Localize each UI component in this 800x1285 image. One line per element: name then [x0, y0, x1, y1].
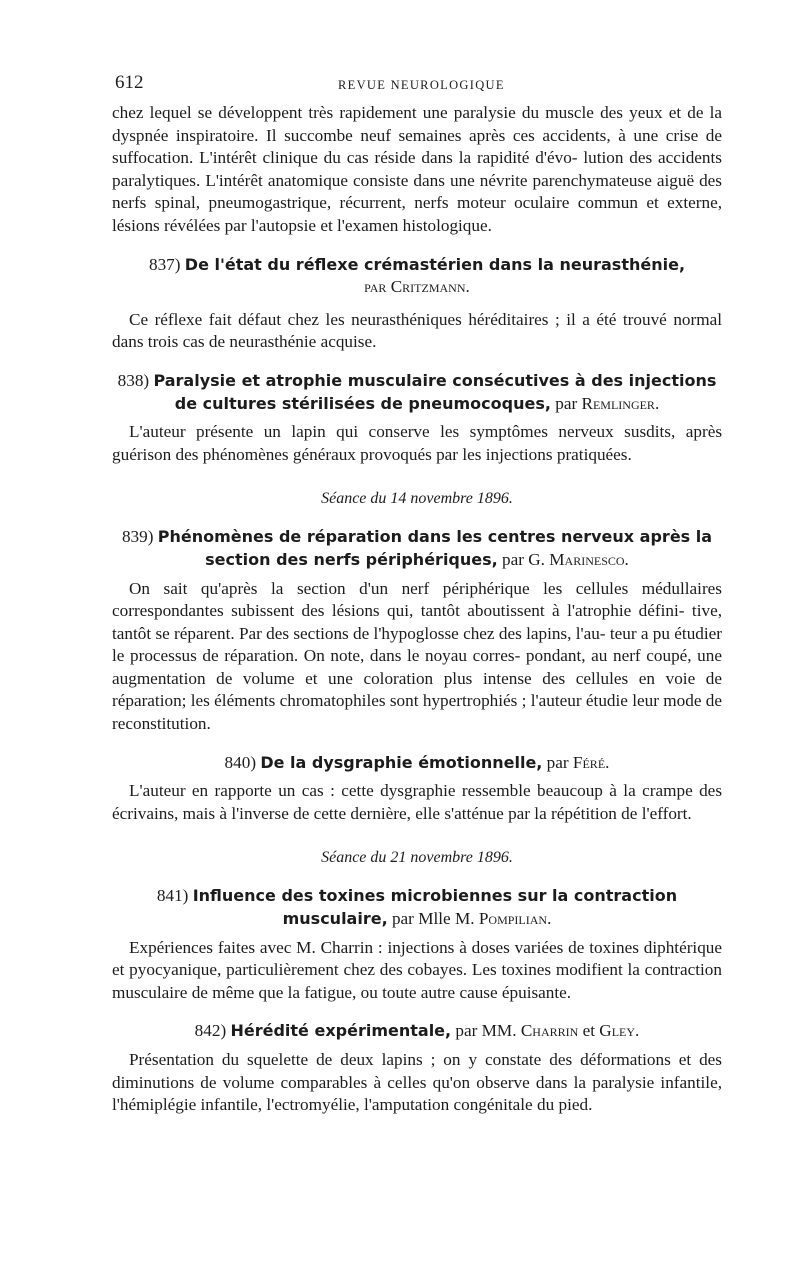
article-number: 842) [194, 1021, 227, 1041]
continued-paragraph: chez lequel se développent très rapidement une paralysie du muscle des yeux et de la dyspnée inspiratoire. Il succombe neuf semaines après ces accidents, à une crise de suffocation. L'intérêt clinique du cas réside dans la rapidité d'évo- lution des accidents paralytiques. L'intérêt anatomique consiste dans une névrite parenchymateuse aiguë des nerfs spinal, pneumogastrique, récurrent, nerfs moteur oculaire commun et externe, lésions révélées par l'autopsie et l'examen histologique. [112, 103, 723, 235]
article-842-body: Présentation du squelette de deux lapins ; on y constate des déformations et des diminutions de volume comparables à celles qu'on observe dans la paralysie infantile, l'hémiplégie infantile, l'ectromyélie, l'amputation congénitale du pied. [112, 1050, 722, 1115]
article-heading: De l'état du réflexe crémastérien dans la neurasthénie, [184, 254, 686, 274]
page-header [112, 72, 712, 96]
article-842 [112, 1020, 722, 1116]
author-name: Charrin [520, 1021, 579, 1041]
article-heading: Influence des toxines microbiennes sur la contraction [192, 886, 678, 906]
byline-prefix: par [546, 752, 569, 772]
article-841-title-cont [112, 908, 722, 931]
article-837 [112, 254, 722, 354]
byline-prefix: par [391, 909, 414, 929]
article-number: 841) [156, 886, 189, 906]
article-heading: Hérédité expérimentale, [230, 1021, 452, 1041]
article-838-title [112, 370, 722, 393]
article-842-title [112, 1020, 722, 1043]
article-839 [112, 526, 722, 735]
article-838-body: L'auteur présente un lapin qui conserve les symptômes nerveux susdits, après guérison des phénomènes généraux provoqués par les injections pratiquées. [112, 422, 723, 464]
article-heading: De la dysgraphie émotionnelle, [260, 752, 543, 772]
article-839-title-cont [112, 549, 722, 572]
article-841-title [112, 885, 722, 908]
article-838-title-cont [112, 393, 722, 416]
page-content [112, 102, 722, 1117]
article-heading: musculaire, [282, 909, 388, 929]
article-heading: section des nerfs périphériques, [205, 549, 498, 569]
seance-heading: Séance du 14 novembre 1896. [321, 490, 513, 508]
article-840-body: L'auteur en rapporte un cas : cette dysgraphie ressemble beaucoup à la crampe des écrivains, mais à l'inverse de cette dernière, elle s'atténue par la répétition de l'effort. [112, 781, 723, 823]
byline-prefix: par [555, 393, 578, 413]
author-name: Remlinger. [581, 393, 660, 413]
author-name: Gley. [599, 1021, 640, 1041]
article-number: 837) [148, 254, 181, 274]
article-837-byline [112, 276, 722, 299]
byline-and: et [582, 1021, 595, 1041]
author-initial: M. [454, 909, 475, 929]
seance-heading: Séance du 21 novembre 1896. [321, 849, 513, 867]
article-number: 839) [121, 527, 154, 547]
article-841-body: Expériences faites avec M. Charrin : injections à doses variées de toxines diphtérique et pyocyanique, particulièrement chez des cobayes. Les toxines modifient la contraction musculaire de même que la fatigue, ou toute autre cause épuisante. [112, 937, 723, 1002]
article-840 [112, 752, 722, 826]
article-heading: Paralysie et atrophie musculaire consécutives à des injections [153, 370, 717, 390]
author-name: Pompilian. [478, 909, 552, 929]
article-841 [112, 885, 722, 1004]
author-name: Féré. [572, 752, 610, 772]
article-839-title [112, 526, 722, 549]
running-title: REVUE NEUROLOGIQUE [338, 78, 505, 92]
article-heading: Phénomènes de réparation dans les centres nerveux après la [157, 527, 713, 547]
article-heading: de cultures stérilisées de pneumocoques, [174, 393, 551, 413]
article-837-body: Ce réflexe fait défaut chez les neurasthéniques héréditaires ; il a été trouvé normal dans trois cas de neurasthénie acquise. [112, 309, 722, 352]
article-number: 838) [117, 370, 150, 390]
page-number: 612 [115, 72, 144, 93]
author-title: Mlle [418, 909, 451, 929]
article-number: 840) [224, 752, 257, 772]
author-name: Marinesco. [549, 549, 629, 569]
author-name: par Critzmann. [364, 277, 470, 297]
byline-prefix: par MM. [455, 1021, 517, 1041]
article-839-body: On sait qu'après la section d'un nerf périphérique les cellules médullaires correspondantes subissent des lésions qui, tantôt aboutissent à l'atrophie défini- tive, tantôt se réparent. Par des sections de l'hypoglosse chez des lapins, l'au- teur a pu étudier le processus de réparation. On note, dans le noyau corres- pondant, au nerf coupé, une augmentation de volume et une coloration plus intense des cellules en voie de réparation; les éléments chromatophiles sont hypertrophiés ; l'auteur étudie leur mode de reconstitution. [112, 578, 723, 734]
article-838 [112, 370, 722, 466]
article-840-title [112, 752, 722, 775]
article-837-title [112, 254, 722, 277]
byline-prefix: par G. [502, 549, 545, 569]
